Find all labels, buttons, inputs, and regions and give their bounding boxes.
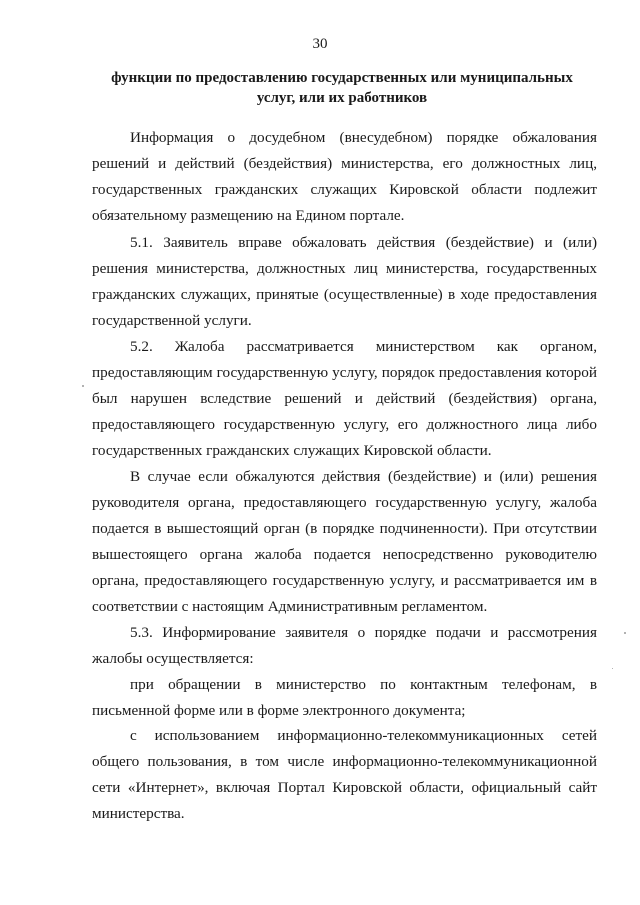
paragraph-5-3	[92, 620, 597, 672]
paragraph-line: 5.1. Заявитель вправе обжаловать действия (бездействие) и (или)	[130, 234, 597, 251]
heading-line-2: услуг, или их работников	[256, 90, 428, 106]
section-heading	[92, 68, 592, 108]
paragraph-contact-phones	[92, 672, 597, 724]
paragraph-line: при обращении в министерство по контактным телефонам, в	[130, 676, 597, 693]
paragraph-line: Информация о досудебном (внесудебном) порядке обжалования	[130, 129, 597, 146]
page-number: 30	[312, 36, 328, 52]
paragraph-line: решения министерства, должностных лиц министерства, государственных	[92, 260, 597, 277]
paragraph-5-1	[92, 230, 597, 334]
paragraph-line: руководителя органа, предоставляющего государственную услугу, жалоба	[92, 494, 597, 511]
paragraph-line: с использованием информационно-телекоммуникационных сетей	[130, 727, 597, 744]
paragraph-line: гражданских служащих, принятые (осуществленные) в ходе предоставления	[92, 286, 597, 303]
scan-speck	[624, 632, 626, 634]
heading-line-1: функции по предоставлению государственных или муниципальных	[111, 70, 573, 86]
scan-speck	[82, 385, 84, 387]
paragraph-line: был нарушен вследствие решений и действий (бездействия) органа,	[92, 390, 597, 407]
paragraph-line: государственных гражданских служащих Кировской области подлежит	[92, 181, 597, 198]
scan-speck	[612, 668, 613, 669]
paragraph-line: В случае если обжалуются действия (бездействие) и (или) решения	[130, 468, 597, 485]
paragraph-line: обязательному размещению на Едином портале.	[92, 207, 405, 224]
paragraph-line: жалобы осуществляется:	[92, 650, 254, 667]
paragraph-line: соответствии с настоящим Административным регламентом.	[92, 598, 488, 615]
paragraph-line: предоставляющим государственную услугу, порядок предоставления которой	[92, 364, 597, 381]
paragraph-line: подается в вышестоящий орган (в порядке подчиненности). При отсутствии	[92, 520, 597, 537]
paragraph-line: письменной форме или в форме электронного документа;	[92, 702, 466, 719]
paragraph-5-2	[92, 334, 597, 464]
paragraph-line: 5.2. Жалоба рассматривается министерством как органом,	[130, 338, 597, 355]
paragraph-line: министерства.	[92, 805, 185, 822]
paragraph-line: государственной услуги.	[92, 312, 252, 329]
paragraph-line: предоставляющего государственную услугу, его должностного лица либо	[92, 416, 597, 433]
paragraph-1	[92, 125, 597, 229]
paragraph-line: сети «Интернет», включая Портал Кировской области, официальный сайт	[92, 779, 597, 796]
paragraph-line: органа, предоставляющего государственную услугу, и рассматривается им в	[92, 572, 597, 589]
paragraph-line: 5.3. Информирование заявителя о порядке подачи и рассмотрения	[130, 624, 597, 641]
paragraph-line: общего пользования, в том числе информационно-телекоммуникационной	[92, 753, 597, 770]
paragraph-appeal-higher-body	[92, 464, 597, 620]
paragraph-line: вышестоящего органа жалоба подается непосредственно руководителю	[92, 546, 597, 563]
paragraph-internet	[92, 723, 597, 827]
paragraph-line: государственных гражданских служащих Кировской области.	[92, 442, 492, 459]
paragraph-line: решений и действий (бездействия) министерства, его должностных лиц,	[92, 155, 597, 172]
